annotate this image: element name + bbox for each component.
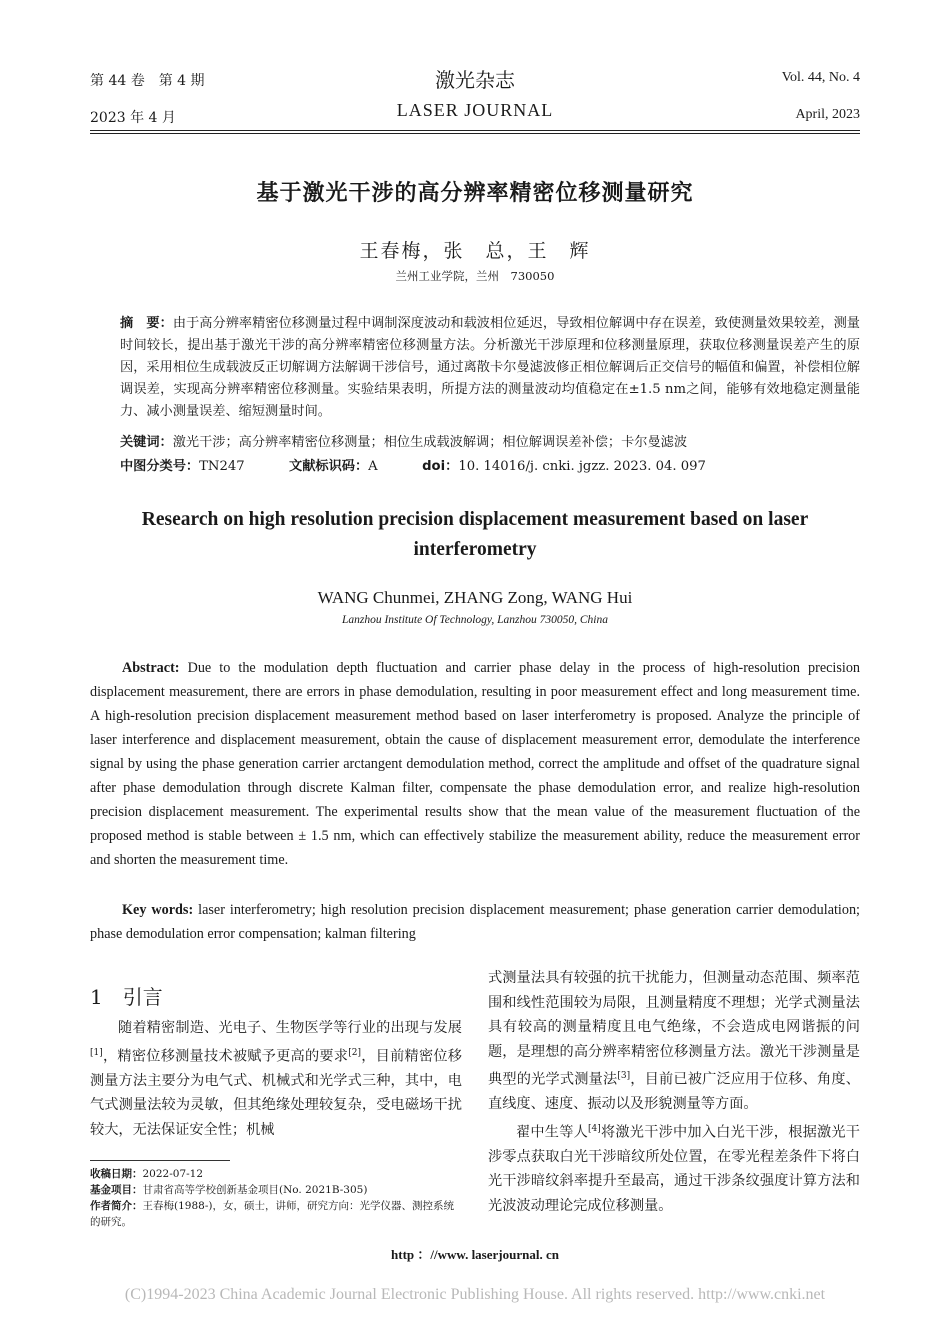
citation-ref-2[interactable]: [2]	[348, 1047, 361, 1058]
keywords-zh-label: 关键词：	[120, 435, 173, 450]
footnote-fund: 基金项目：甘肃省高等学校创新基金项目(No. 2021B-305)	[90, 1184, 368, 1196]
paper-title-en: Research on high resolution precision displacement measurement based on laser interferometry	[141, 509, 809, 560]
journal-name-en: LASER JOURNAL	[396, 100, 554, 120]
paper-title-zh: 基于激光干涉的高分辨率精密位移测量研究	[256, 181, 694, 206]
section-heading-introduction: 1 引言	[90, 985, 163, 1009]
doc-code-label: 文献标识码：	[289, 459, 369, 474]
footnote	[90, 1166, 462, 1230]
keywords-en	[90, 898, 860, 946]
copyright-watermark: (C)1994-2023 China Academic Journal Electronic Publishing House. All rights reserved. http://www.cnki.net	[124, 1286, 826, 1303]
body-paragraph-3: 翟中生等人[4]将激光干涉中加入白光干涉，根据激光干涉零点获取白光干涉暗纹所处位置，在零光程差条件下将白光干涉暗纹斜率提升至最高，通过干涉条纹强度计算方法和光波波动理论完成位移测量。	[488, 1123, 860, 1214]
abstract-zh-label: 摘 要：	[120, 316, 173, 331]
doi-value[interactable]: 10. 14016/j. cnki. jgzz. 2023. 04. 097	[458, 459, 706, 474]
header-rule	[90, 130, 860, 131]
header-date-en: April, 2023	[795, 107, 860, 122]
abstract-en-label: Abstract:	[122, 660, 180, 676]
right-column	[488, 966, 860, 1218]
keywords-en-label: Key words:	[122, 902, 194, 918]
citation-ref-3[interactable]: [3]	[617, 1071, 631, 1081]
body-paragraph-2: 式测量法具有较强的抗干扰能力，但测量动态范围、频率范围和线性范围较为局限，且测量精度不理想；光学式测量法具有较高的测量精度且电气绝缘，不会造成电网谐振的问题，是理想的高分辨率精密位移测量方法。激光干涉测量是典型的光学式测量法[3]，目前已被广泛应用于位移、角度、直线度、速度、振动以及形貌测量等方面。	[488, 970, 860, 1113]
footnote-received: 收稿日期：2022-07-12	[90, 1168, 204, 1180]
abstract-en	[90, 656, 860, 872]
header-volume-en: Vol. 44, No. 4	[781, 70, 860, 85]
keywords-en-text: laser interferometry; high resolution precision displacement measurement; phase generation carrier demodulation; phase demodulation error compensation; kalman filtering	[90, 902, 860, 942]
header-rule-double	[90, 133, 860, 134]
keywords-zh	[120, 432, 860, 454]
affiliation-zh: 兰州工业学院，兰州 730050	[395, 269, 555, 283]
citation-ref-4[interactable]: [4]	[588, 1123, 601, 1134]
clc-label: 中图分类号：	[120, 459, 200, 474]
header-date-zh: 2023 年 4 月	[90, 110, 176, 126]
footnote-author: 作者简介：王春梅(1988-)，女，硕士，讲师，研究方向：光学仪器、测控系统的研究。	[90, 1200, 454, 1228]
affiliation-en: Lanzhou Institute Of Technology, Lanzhou 730050, China	[341, 614, 608, 626]
clc-value: TN247	[199, 459, 245, 474]
abstract-zh	[120, 313, 860, 423]
footnote-rule	[90, 1160, 230, 1161]
header-volume-zh: 第 44 卷 第 4 期	[90, 73, 205, 89]
body-paragraph-1: 随着精密制造、光电子、生物医学等行业的出现与发展[1]，精密位移测量技术被赋予更高的要求[2]，目前精密位移测量方法主要分为电气式、机械式和光学式三种，其中，电气式测量法较为灵敏，但其绝缘处理较复杂，受电磁场干扰较大，无法保证安全性；机械	[90, 1020, 462, 1138]
doc-code-value: A	[368, 459, 378, 474]
keywords-zh-text: 激光干涉；高分辨率精密位移测量；相位生成载波解调；相位解调误差补偿；卡尔曼滤波	[172, 435, 688, 450]
journal-url[interactable]: http ：//www. laserjournal. cn	[391, 1247, 559, 1262]
abstract-zh-text: 由于高分辨率精密位移测量过程中调制深度波动和载波相位延迟，导致相位解调中存在误差，致使测量效果较差，测量时间较长，提出基于激光干涉的高分辨率精密位移测量方法。分析激光干涉原理和位移测量原理，获取位移测量误差产生的原因，采用相位生成载波反正切解调方法解调干涉信号，通过离散卡尔曼滤波修正相位解调后正交信号的幅值和偏置，补偿相位解调误差，实现高分辨率精密位移测量。实验结果表明，所提方法的测量波动均值稳定在±1.5 nm之间，能够有效地稳定测量能力、减小测量误差、缩短测量时间。	[120, 316, 860, 419]
journal-name-zh: 激光杂志	[435, 68, 515, 92]
abstract-en-text: Due to the modulation depth fluctuation and carrier phase delay in the process of high-resolution precision displacement measurement, there are errors in phase demodulation, resulting in poor measurement effect and long measurement time. A high-resolution precision displacement measurement method based on laser interferometry is proposed. Analyze the principle of laser interference and displacement measurement, obtain the cause of displacement measurement error, demodulate the interference signal by using the phase generation carrier arctangent demodulation method, correct the amplitude and offset of the quadrature signal after phase demodulation through discrete Kalman filter, compensate the phase demodulation error, and realize high-resolution precision displacement measurement. The experimental results show that the mean value of the measurement fluctuation of the proposed method is stable between ± 1.5 nm, which can effectively stabilize the measurement ability, reduce the measurement error and shorten the measurement time.	[90, 660, 861, 868]
authors-en: WANG Chunmei, ZHANG Zong, WANG Hui	[317, 588, 633, 607]
authors-zh: 王春梅，张 总，王 辉	[359, 240, 591, 262]
doi-label: doi：	[422, 459, 459, 474]
citation-ref-1[interactable]: [1]	[90, 1047, 103, 1058]
classification-line	[120, 456, 706, 478]
left-column	[90, 1016, 462, 1142]
